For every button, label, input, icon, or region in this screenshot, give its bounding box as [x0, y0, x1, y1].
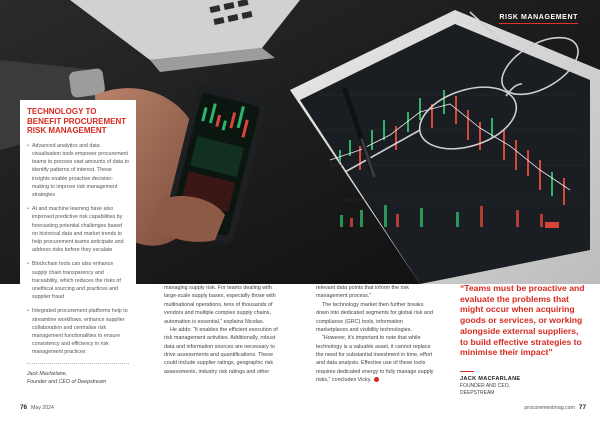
footer-right	[524, 404, 586, 411]
pull-quote-rule	[460, 371, 474, 372]
paragraph-text: “However, it’s important to note that while technology is a valuable asset, it cannot replace the need for substantial investment in time, effort and data analysis. Effective use of these tools requires dedicated energy to fully manage supply risks,” concludes Vicky.	[316, 335, 434, 384]
paragraph: relevant data points that inform the risk management process.”	[316, 285, 409, 300]
sidebar-list	[27, 142, 129, 357]
body-column-1	[164, 284, 284, 376]
paragraph: The technology market then further breaks down into dedicated segments for global risk and compliance (GRC) tools, information marketplaces and visibility technologies.	[316, 301, 433, 333]
page-number-right: 77	[578, 404, 586, 411]
sidebar-bullet: • Advanced analytics and data visualisation tools empower procurement teams to process vast amounts of data to identify patterns of interest. These insights enable proactive decision-making to improve risk management strategies	[27, 142, 129, 199]
paragraph: He adds: “It enables the efficient execution of risk management activities. Additionally, robust data and information sources are necessary to drive assessments and quantifications. These could include supplier ratings, geographic risk assessments, industry risk ratings and other	[164, 326, 278, 375]
site-url[interactable]: procurementmag.com	[524, 405, 575, 411]
body-column-2	[316, 284, 436, 385]
section-label: RISK MANAGEMENT	[499, 14, 578, 24]
sidebar-bullet: • AI and machine learning have also improved predictive risk capabilities by forecasting potential challenges based on historical data and market trends to help procurement teams anticipate and address risks before they escalate	[27, 205, 129, 254]
paragraph	[316, 334, 436, 384]
pull-quote: “Teams must be proactive and evaluate the problems that might occur when acquiring goods or services, or working alongside external suppliers, to build effective strategies to minimise their impact”	[460, 283, 585, 358]
page-number-left: 76	[20, 404, 28, 411]
issue-date: May 2024	[31, 405, 54, 411]
sidebar-attribution	[27, 370, 129, 386]
sidebar-bullet: • Integrated procurement platforms help to streamline workflows, enhance supplier collaboration and centralise risk management functionalities to ensure consistency and efficiency in risk management practices	[27, 307, 129, 356]
paragraph: managing supply risk. For teams dealing with large-scale supply bases, especially those with multinational operations, tens of thousands of vendors and multiple complex supply chains, automation is essential,” explains Nicolas.	[164, 285, 276, 325]
pull-quote-name: JACK MACFARLANE	[460, 376, 521, 382]
sidebar-attribution-role: Founder and CEO of Deepstream	[27, 378, 107, 385]
footer-left	[20, 404, 54, 411]
sidebar-title: TECHNOLOGY TO BENEFIT PROCUREMENT RISK MANAGEMENT	[27, 107, 127, 136]
divider	[27, 363, 129, 364]
sidebar-bullet: • Blockchain tools can also enhance supply chain transparency and traceability, which reduces the risks of unethical sourcing and practices and supplier fraud	[27, 260, 129, 301]
sidebar-box	[20, 100, 136, 392]
end-mark-icon	[374, 377, 379, 382]
sidebar-attribution-name: Jack Macfarlane,	[27, 370, 68, 377]
pull-quote-role: FOUNDER AND CEO, DEEPSTREAM	[460, 383, 511, 396]
